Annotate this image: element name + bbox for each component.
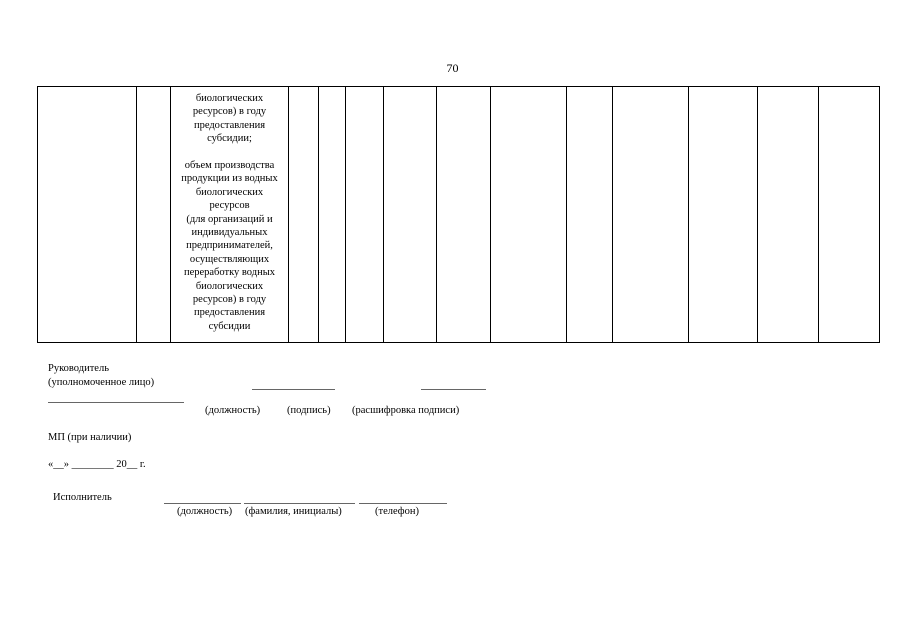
indicator-cell bbox=[171, 87, 289, 343]
cell-line: объем производства bbox=[184, 160, 275, 172]
cell-line: (для организаций и bbox=[186, 213, 273, 225]
executor-caption-position: (должность) bbox=[177, 506, 233, 517]
cell-line: биологических bbox=[195, 93, 264, 104]
executor-caption-phone: (телефон) bbox=[375, 506, 419, 517]
table-cell bbox=[819, 87, 880, 343]
executor-label: Исполнитель bbox=[53, 492, 112, 503]
cell-line: осуществляющих bbox=[189, 253, 270, 265]
cell-line: биологических bbox=[195, 186, 264, 198]
cell-line: продукции из водных bbox=[181, 173, 278, 185]
cell-line: предоставления bbox=[193, 307, 266, 319]
table-cell bbox=[437, 87, 491, 343]
cell-line: предоставления bbox=[193, 119, 266, 131]
executor-name-line bbox=[244, 503, 355, 504]
cell-line: индивидуальных bbox=[191, 227, 268, 239]
stamp-label: МП (при наличии) bbox=[48, 432, 132, 443]
signature-line bbox=[252, 389, 335, 390]
table-cell bbox=[758, 87, 819, 343]
caption-decoding: (расшифровка подписи) bbox=[352, 405, 460, 416]
signature-line bbox=[421, 389, 486, 390]
executor-position-line bbox=[164, 503, 241, 504]
cell-line: ресурсов) в году bbox=[192, 106, 267, 118]
cell-line: ресурсов) в году bbox=[192, 294, 267, 306]
cell-line: субсидии; bbox=[207, 133, 252, 145]
caption-position: (должность) bbox=[205, 405, 261, 416]
cell-line: переработку водных bbox=[183, 267, 276, 279]
head-label-note: (уполномоченное лицо) bbox=[48, 377, 155, 388]
cell-line: предпринимателей, bbox=[186, 240, 273, 252]
caption-signature: (подпись) bbox=[287, 405, 331, 416]
table-cell bbox=[38, 87, 137, 343]
table-cell bbox=[346, 87, 384, 343]
position-line bbox=[48, 402, 184, 403]
executor-caption-name: (фамилия, инициалы) bbox=[245, 506, 342, 517]
report-table bbox=[37, 86, 880, 343]
table-cell bbox=[137, 87, 171, 343]
table-cell bbox=[319, 87, 346, 343]
cell-line: ресурсов bbox=[209, 200, 250, 212]
cell-line: субсидии bbox=[208, 320, 251, 332]
table-cell bbox=[384, 87, 437, 343]
table-cell bbox=[491, 87, 567, 343]
page-number: 70 bbox=[446, 61, 459, 75]
executor-phone-line bbox=[359, 503, 447, 504]
cell-line: биологических bbox=[195, 280, 264, 292]
date-line: «__» ________ 20__ г. bbox=[48, 459, 146, 470]
table-cell bbox=[289, 87, 319, 343]
table-cell bbox=[689, 87, 758, 343]
table-cell bbox=[613, 87, 689, 343]
head-label: Руководитель bbox=[48, 363, 109, 374]
table-cell bbox=[567, 87, 613, 343]
table-row bbox=[38, 87, 880, 343]
